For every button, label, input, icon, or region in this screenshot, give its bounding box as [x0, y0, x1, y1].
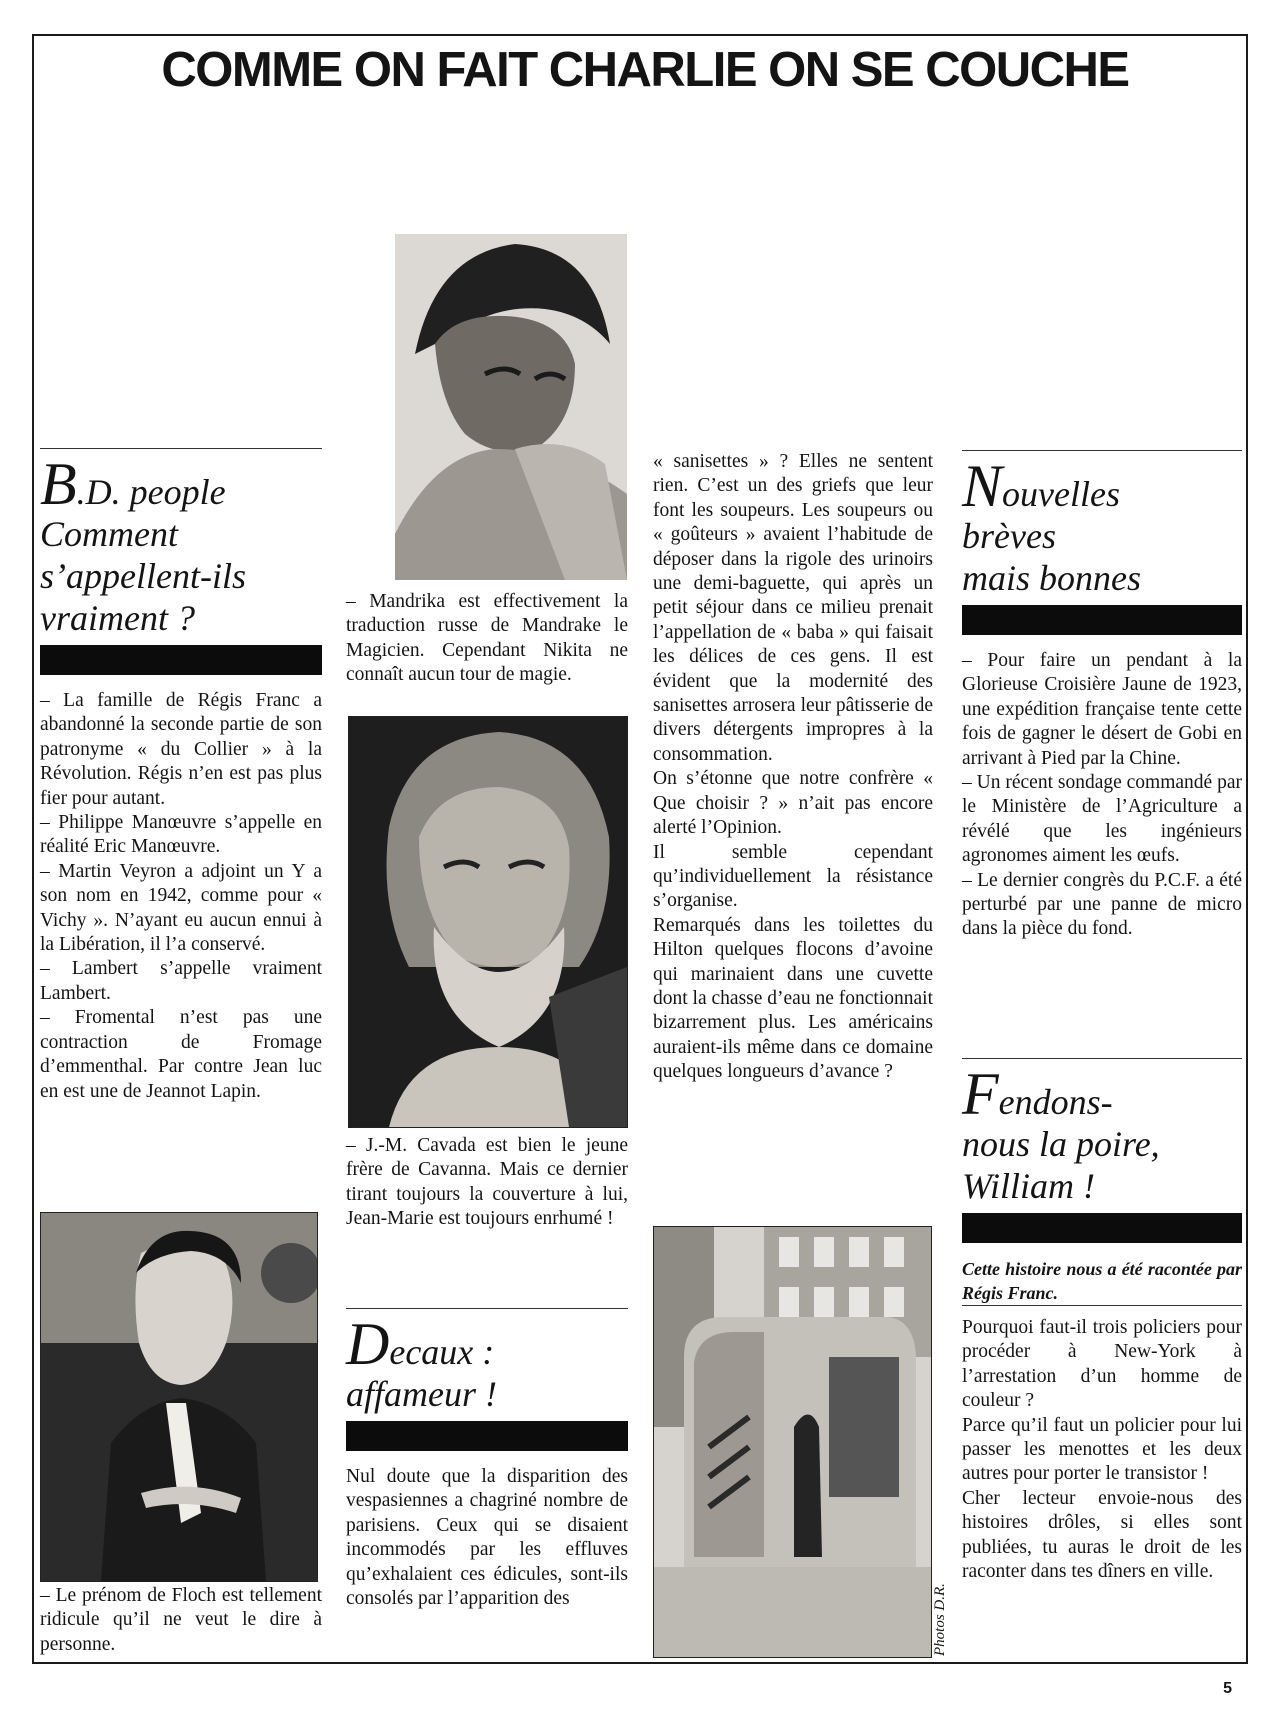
- paragraph: – Fromental n’est pas une contraction de Fromage d’emmenthal. Par contre Jean luc en est une de Jeannot Lapin.: [40, 1007, 322, 1102]
- column-fendons: [962, 1058, 1242, 1584]
- headline-line: ouvelles: [1002, 474, 1120, 514]
- headline-nouvelles: [962, 453, 1242, 599]
- headline-line: vraiment ?: [40, 598, 195, 638]
- photo-mandrika-image: [395, 234, 627, 580]
- photo-cavanna-image: [349, 717, 627, 1127]
- article-body: [40, 689, 322, 1104]
- column-sanisettes: [653, 450, 933, 1085]
- headline-line: ecaux :: [389, 1332, 495, 1372]
- paragraph: – Un récent sondage commandé par le Ministère de l’Agriculture a révélé que les ingénieurs agronomes aiment les œufs.: [962, 772, 1242, 867]
- black-bar: [40, 645, 322, 675]
- caption-mandrika: [346, 590, 628, 688]
- paragraph: – Lambert s’appelle vraiment Lambert.: [40, 958, 322, 1004]
- headline-initial: B: [40, 451, 77, 517]
- column-rule: [962, 450, 1242, 451]
- headline-fendons: [962, 1061, 1242, 1207]
- headline-line: brèves: [962, 516, 1056, 556]
- photo-credit: Photos D.R.: [932, 1583, 948, 1656]
- black-bar: [962, 605, 1242, 635]
- paragraph: Pourquoi faut-il trois policiers pour procéder à New-York à l’arrestation d’un homme de couleur ?: [962, 1317, 1242, 1412]
- black-bar: [962, 1213, 1242, 1243]
- column-rule: [40, 448, 322, 449]
- paragraph: On s’étonne que notre confrère « Que choisir ? » n’ait pas encore alerté l’Opinion.: [653, 768, 933, 839]
- column-rule: [962, 1305, 1242, 1306]
- headline-line: nous la poire,: [962, 1124, 1160, 1164]
- caption-text: – Le prénom de Floch est tellement ridicule qu’il ne veut le dire à personne.: [40, 1585, 322, 1655]
- column-nouvelles: [962, 450, 1242, 942]
- paragraph: – Martin Veyron a adjoint un Y a son nom en 1942, comme pour « Vichy ». N’ayant eu aucun ennui à la Libération, il l’a conservé.: [40, 860, 322, 956]
- headline-line: endons-: [998, 1082, 1113, 1122]
- photo-mandrika: [395, 234, 627, 580]
- photo-sanisette: [653, 1226, 932, 1658]
- headline-bd-people: [40, 451, 322, 639]
- paragraph: – Le dernier congrès du P.C.F. a été perturbé par une panne de micro dans la pièce du fond.: [962, 869, 1242, 940]
- article-body: [962, 1316, 1242, 1584]
- paragraph: Il semble cependant qu’individuellement la résistance s’organise.: [653, 841, 933, 912]
- paragraph: Parce qu’il faut un policier pour lui passer les menottes et les deux autres pour porter le transistor !: [962, 1414, 1242, 1485]
- article-body: Nul doute que la disparition des vespasiennes a chagriné nombre de parisiens. Ceux qui se disaient incommodés par les effluves qu’exhalaient ces édicules, sont-ils consolés par l’apparition des: [346, 1466, 628, 1610]
- column-rule: [962, 1058, 1242, 1059]
- headline-line: .D. people: [76, 472, 226, 512]
- paragraph: – La famille de Régis Franc a abandonné la seconde partie de son patronyme « du Collier » à la Révolution. Régis n’en est pas plus fier pour autant.: [40, 690, 322, 809]
- headline-line: mais bonnes: [962, 558, 1141, 598]
- headline-line: affameur !: [346, 1374, 497, 1414]
- headline-decaux: [346, 1311, 628, 1415]
- page-title: COMME ON FAIT CHARLIE ON SE COUCHE: [161, 43, 1129, 97]
- headline-line: Comment: [40, 514, 178, 554]
- column-rule: [346, 1308, 628, 1309]
- caption-text: – J.-M. Cavada est bien le jeune frère de Cavanna. Mais ce dernier tirant toujours la couverture à lui, Jean-Marie est toujours enrhumé !: [346, 1135, 628, 1230]
- intro-text: Cette histoire nous a été racontée par Régis Franc.: [962, 1259, 1242, 1303]
- photo-sanisette-image: [654, 1227, 931, 1657]
- black-bar: [346, 1421, 628, 1451]
- headline-initial: D: [346, 1311, 390, 1377]
- caption-floch: [40, 1584, 322, 1657]
- photo-floch: [40, 1212, 318, 1582]
- column-bd-people: [40, 448, 322, 1104]
- headline-line: William !: [962, 1166, 1095, 1206]
- headline-initial: F: [962, 1061, 999, 1127]
- headline-line: s’appellent-ils: [40, 556, 246, 596]
- paragraph: – Philippe Manœuvre s’appelle en réalité Eric Manœuvre.: [40, 812, 322, 858]
- column-decaux: [346, 1308, 628, 1611]
- page-number: 5: [1223, 1680, 1232, 1697]
- headline-initial: N: [962, 453, 1003, 519]
- paragraph: Remarqués dans les toilettes du Hilton quelques flocons d’avoine qui marinaient dans une cuvette dont la chasse d’eau ne fonctionnait bizarrement plus. Les américains auraient-ils même dans ce domaine quelques longueurs d’avance ?: [653, 914, 933, 1083]
- photo-cavanna: [348, 716, 628, 1128]
- paragraph: – Pour faire un pendant à la Glorieuse Croisière Jaune de 1923, une expédition française tente cette fois de gagner le désert de Gobi en arrivant à Pied par la Chine.: [962, 650, 1242, 769]
- photo-floch-image: [41, 1213, 317, 1581]
- paragraph: « sanisettes » ? Elles ne sentent rien. C’est un des griefs que leur font les soupeurs. Les soupeurs ou « goûteurs » avaient l’habitude de déposer dans la rigole des urinoirs une demi-baguette, qui après un petit séjour dans ce milieu prenait l’appellation de « baba » qui faisait les délices de ces gens. Il est évident que la modernité des sanisettes arrosera leur pâtisserie de divers détergents impropres à la consommation.: [653, 451, 933, 765]
- caption-text: – Mandrika est effectivement la traduction russe de Mandrake le Magicien. Cependant Nikita ne connaît aucun tour de magie.: [346, 591, 628, 686]
- article-body: [962, 649, 1242, 942]
- paragraph: Cher lecteur envoie-nous des histoires drôles, si elles sont publiées, tu auras le droit de les raconter dans tes dîners en ville.: [962, 1487, 1242, 1583]
- caption-cavada: [346, 1134, 628, 1232]
